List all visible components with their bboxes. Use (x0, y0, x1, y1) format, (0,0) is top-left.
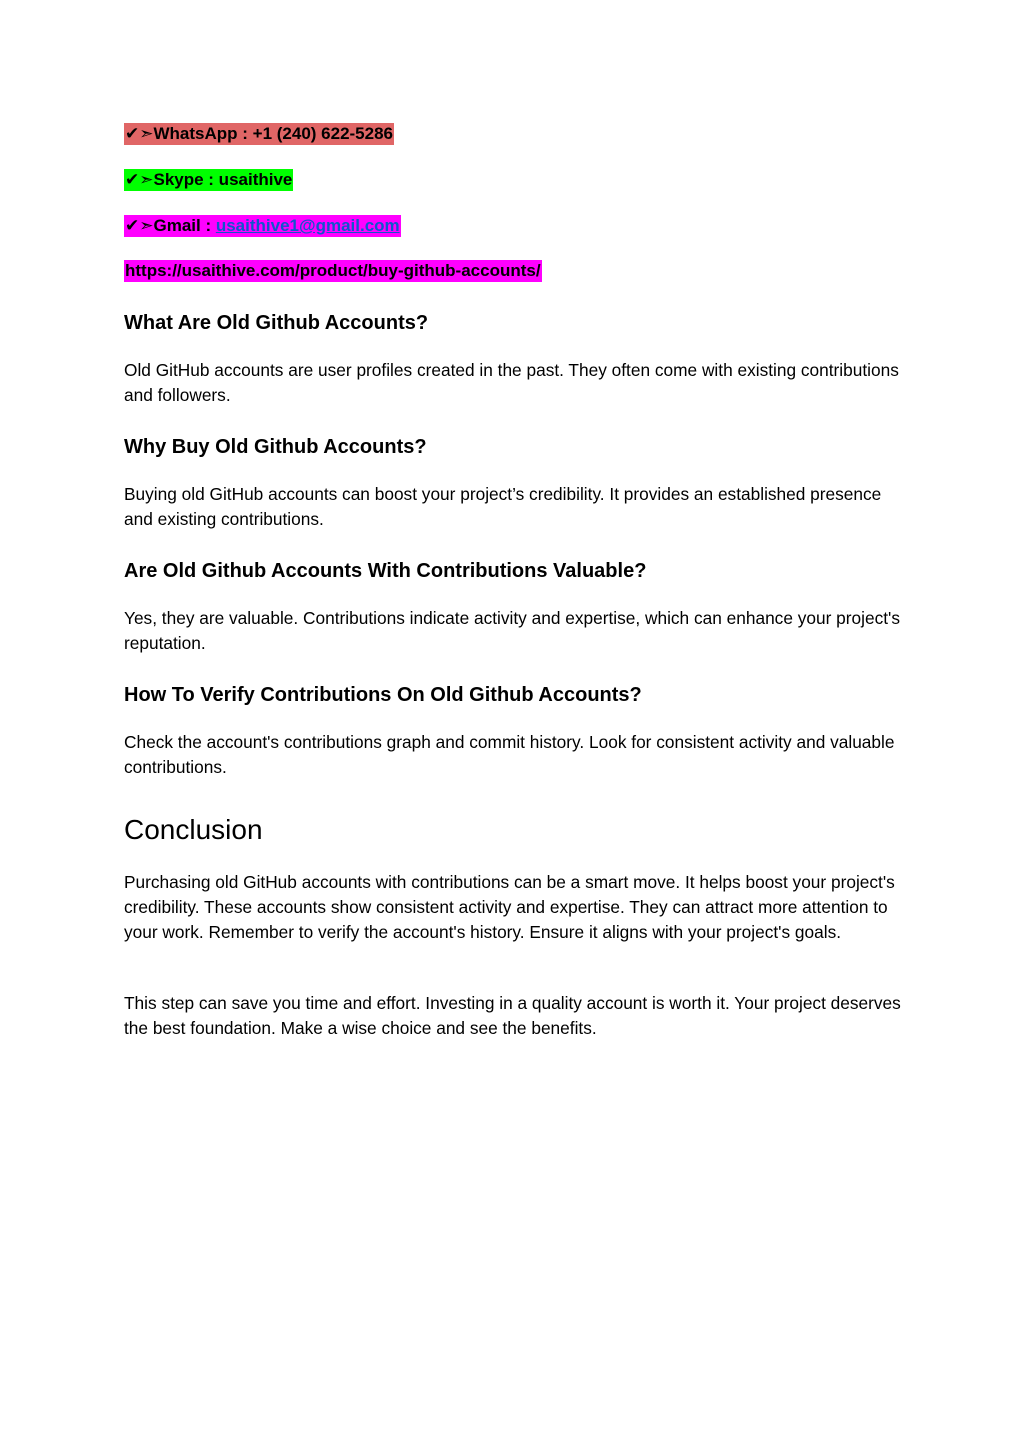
conclusion-paragraph-1: Purchasing old GitHub accounts with contributions can be a smart move. It helps boost your project's credibility. These accounts show consistent activity and expertise. They can attract more attention to your work. Remember to verify the account's history. Ensure it aligns with your project's goals. (124, 872, 895, 942)
section-heading-valuable: Are Old Github Accounts With Contributions Valuable? (124, 560, 647, 582)
section-body-why-buy: Buying old GitHub accounts can boost your project’s credibility. It provides an established presence and existing contributions. (124, 484, 882, 529)
section-heading-why-buy: Why Buy Old Github Accounts? (124, 436, 427, 458)
whatsapp-contact (124, 123, 394, 145)
section-body-verify: Check the account's contributions graph and commit history. Look for consistent activity and valuable contributions. (124, 732, 895, 777)
skype-text: ✔➣Skype : usaithive (125, 170, 293, 189)
product-url (124, 260, 542, 282)
gmail-label: ✔➣Gmail : (125, 216, 216, 235)
product-url-text[interactable]: https://usaithive.com/product/buy-github-accounts/ (125, 261, 541, 280)
section-body-what-are: Old GitHub accounts are user profiles created in the past. They often come with existing contributions and followers. (124, 360, 899, 405)
gmail-highlight (124, 215, 401, 237)
section-body-valuable: Yes, they are valuable. Contributions indicate activity and expertise, which can enhance your project's reputation. (124, 608, 900, 653)
gmail-contact (124, 215, 401, 237)
conclusion-heading: Conclusion (124, 814, 263, 845)
section-heading-verify: How To Verify Contributions On Old Github Accounts? (124, 684, 642, 706)
section-heading-what-are: What Are Old Github Accounts? (124, 312, 429, 334)
skype-contact (124, 169, 293, 191)
whatsapp-text: ✔➣WhatsApp : +1 (240) 622-5286 (125, 124, 393, 143)
gmail-link[interactable]: usaithive1@gmail.com (215, 216, 400, 235)
conclusion-paragraph-2: This step can save you time and effort. Investing in a quality account is worth it. Your project deserves the best foundation. Make a wise choice and see the benefits. (124, 993, 901, 1038)
